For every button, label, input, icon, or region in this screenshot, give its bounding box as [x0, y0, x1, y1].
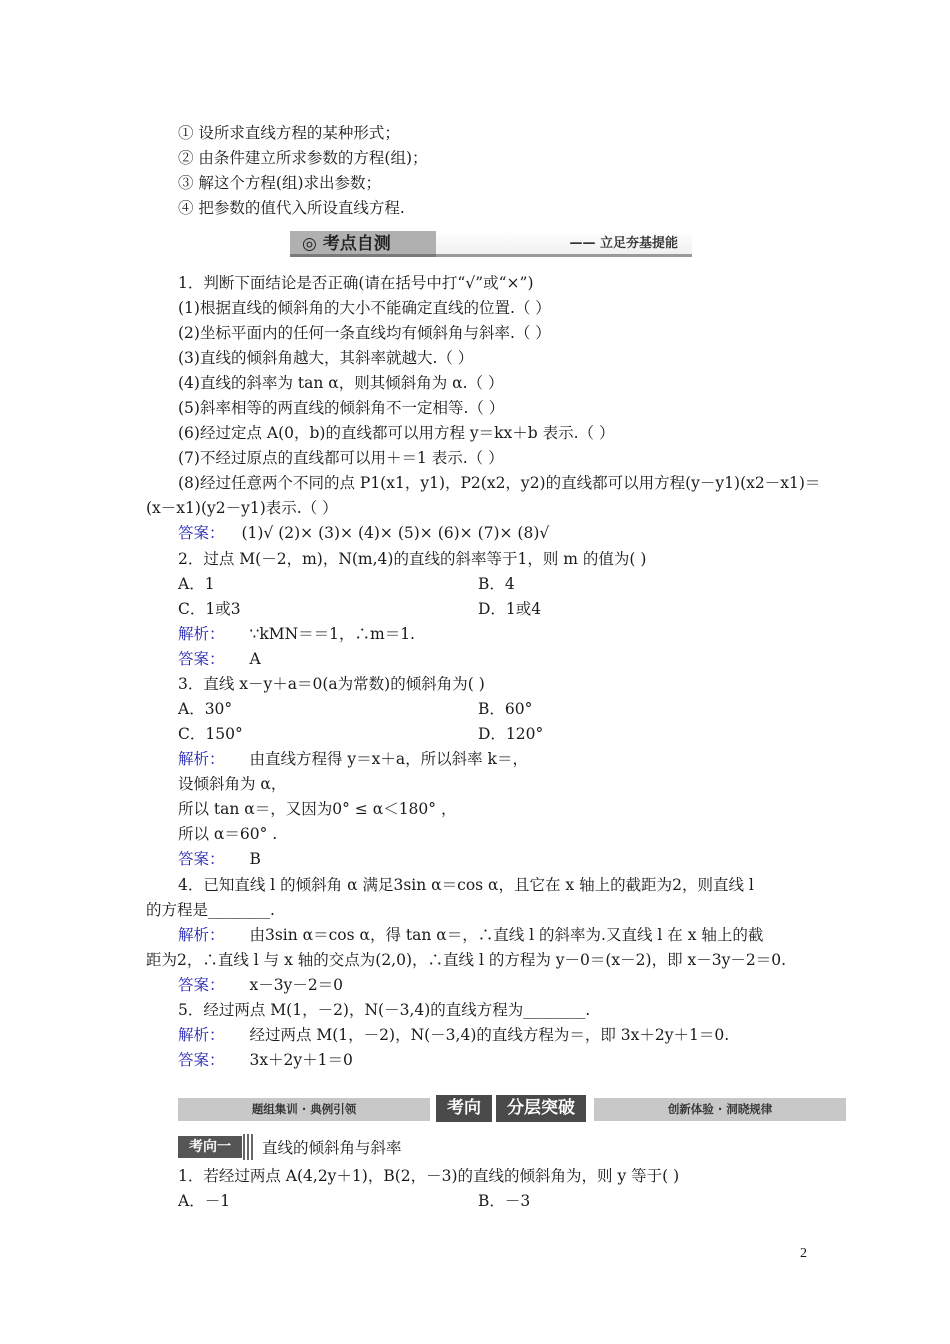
analysis-text: 由直线方程得 y＝x＋a，所以斜率 k＝， — [249, 750, 528, 768]
q1-stem: 1．判断下面结论是否正确(请在括号中打“√”或“×”) — [178, 274, 534, 292]
q3-option-a: A．30° — [178, 700, 233, 718]
q1-answer — [178, 522, 549, 544]
q1-item-8-cont: (x－x1)(y2－y1)表示.（ ） — [146, 499, 338, 517]
banner-subtitle: —— 立足夯基提能 — [436, 231, 692, 257]
banner-center: 分层突破 — [496, 1095, 586, 1122]
q3-analysis-3: 所以 tan α＝，又因为0° ≤ α＜180° ， — [178, 800, 457, 818]
q4-analysis — [178, 924, 763, 946]
answer-label: 答案： — [178, 976, 225, 994]
banner-kaoxiang: 考向 — [436, 1095, 492, 1122]
q5-analysis — [178, 1024, 729, 1046]
section-tag: 考向一 — [178, 1136, 242, 1158]
section-banner-self-test — [290, 231, 692, 261]
q2-option-a: A．1 — [178, 575, 215, 593]
q1-item-3: (3)直线的倾斜角越大，其斜率就越大.（ ） — [178, 349, 474, 367]
e1-stem: 1．若经过两点 A(4,2y＋1)，B(2，－3)的直线的倾斜角为，则 y 等于( ) — [178, 1167, 680, 1185]
banner-title: ◎ 考点自测 — [290, 231, 436, 257]
answer-value: 3x＋2y＋1＝0 — [249, 1051, 353, 1069]
q2-option-d: D．1或4 — [478, 600, 542, 618]
banner-left: 题组集训 · 典例引领 — [178, 1098, 430, 1121]
section-title: 直线的倾斜角与斜率 — [262, 1139, 402, 1157]
answer-label: 答案： — [178, 1051, 225, 1069]
q3-option-d: D．120° — [478, 725, 544, 743]
answer-label: 答案： — [178, 650, 225, 668]
analysis-text: 经过两点 M(1，－2)，N(－3,4)的直线方程为＝，即 3x＋2y＋1＝0. — [249, 1026, 730, 1044]
q3-option-c: C．150° — [178, 725, 243, 743]
q3-option-b: B．60° — [478, 700, 533, 718]
answer-value: (1)√ (2)× (3)× (4)× (5)× (6)× (7)× (8)√ — [241, 524, 550, 542]
q1-item-7: (7)不经过原点的直线都可以用＋＝1 表示.（ ） — [178, 449, 504, 467]
step-1: ① 设所求直线方程的某种形式； — [178, 124, 400, 142]
e1-option-a: A．－1 — [178, 1192, 231, 1210]
answer-value: A — [249, 650, 261, 668]
q1-item-6: (6)经过定点 A(0，b)的直线都可以用方程 y＝kx＋b 表示.（ ） — [178, 424, 615, 442]
e1-option-b: B．－3 — [478, 1192, 531, 1210]
banner-right: 创新体验 · 洞晓规律 — [594, 1098, 846, 1121]
q5-answer — [178, 1049, 353, 1071]
analysis-label: 解析： — [178, 750, 225, 768]
q4-stem-cont: 的方程是________. — [146, 901, 275, 919]
q3-analysis-4: 所以 α＝60° . — [178, 825, 278, 843]
answer-value: x－3y－2＝0 — [249, 976, 344, 994]
q2-answer — [178, 648, 261, 670]
q1-item-5: (5)斜率相等的两直线的倾斜角不一定相等.（ ） — [178, 399, 505, 417]
q4-answer — [178, 974, 343, 996]
section-tag-bars — [243, 1134, 255, 1160]
answer-label: 答案： — [178, 524, 225, 542]
q5-stem: 5．经过两点 M(1，－2)，N(－3,4)的直线方程为________. — [178, 1001, 591, 1019]
page-number: 2 — [800, 1246, 807, 1261]
q2-option-c: C．1或3 — [178, 600, 241, 618]
answer-value: B — [249, 850, 261, 868]
q1-item-4: (4)直线的斜率为 tan α，则其倾斜角为 α.（ ） — [178, 374, 504, 392]
q4-analysis-2: 距为2，∴直线 l 与 x 轴的交点为(2,0)，∴直线 l 的方程为 y－0＝(x－2)，即 x－3y－2＝0. — [146, 951, 787, 969]
q2-analysis — [178, 623, 415, 645]
step-3: ③ 解这个方程(组)求出参数； — [178, 174, 382, 192]
analysis-text: ∵kMN＝＝1，∴m＝1. — [249, 625, 415, 643]
analysis-label: 解析： — [178, 1026, 225, 1044]
analysis-label: 解析： — [178, 625, 225, 643]
q2-option-b: B．4 — [478, 575, 515, 593]
analysis-text: 由3sin α＝cos α，得 tan α＝，∴直线 l 的斜率为.又直线 l 在 x 轴上的截 — [249, 926, 764, 944]
q3-answer — [178, 848, 261, 870]
q2-stem: 2．过点 M(－2，m)，N(m,4)的直线的斜率等于1，则 m 的值为( ) — [178, 550, 647, 568]
q1-item-2: (2)坐标平面内的任何一条直线均有倾斜角与斜率.（ ） — [178, 324, 551, 342]
q4-stem: 4．已知直线 l 的倾斜角 α 满足3sin α＝cos α，且它在 x 轴上的截距为2，则直线 l — [178, 876, 754, 894]
analysis-label: 解析： — [178, 926, 225, 944]
q3-analysis-2: 设倾斜角为 α， — [178, 775, 287, 793]
step-4: ④ 把参数的值代入所设直线方程. — [178, 199, 405, 217]
q3-analysis — [178, 748, 528, 770]
answer-label: 答案： — [178, 850, 225, 868]
q3-stem: 3．直线 x－y＋a＝0(a为常数)的倾斜角为( ) — [178, 675, 485, 693]
q1-item-8: (8)经过任意两个不同的点 P1(x1，y1)，P2(x2，y2)的直线都可以用方程(y－y1)(x2－x1)＝ — [178, 474, 821, 492]
q1-item-1: (1)根据直线的倾斜角的大小不能确定直线的位置.（ ） — [178, 299, 551, 317]
step-2: ② 由条件建立所求参数的方程(组)； — [178, 149, 428, 167]
